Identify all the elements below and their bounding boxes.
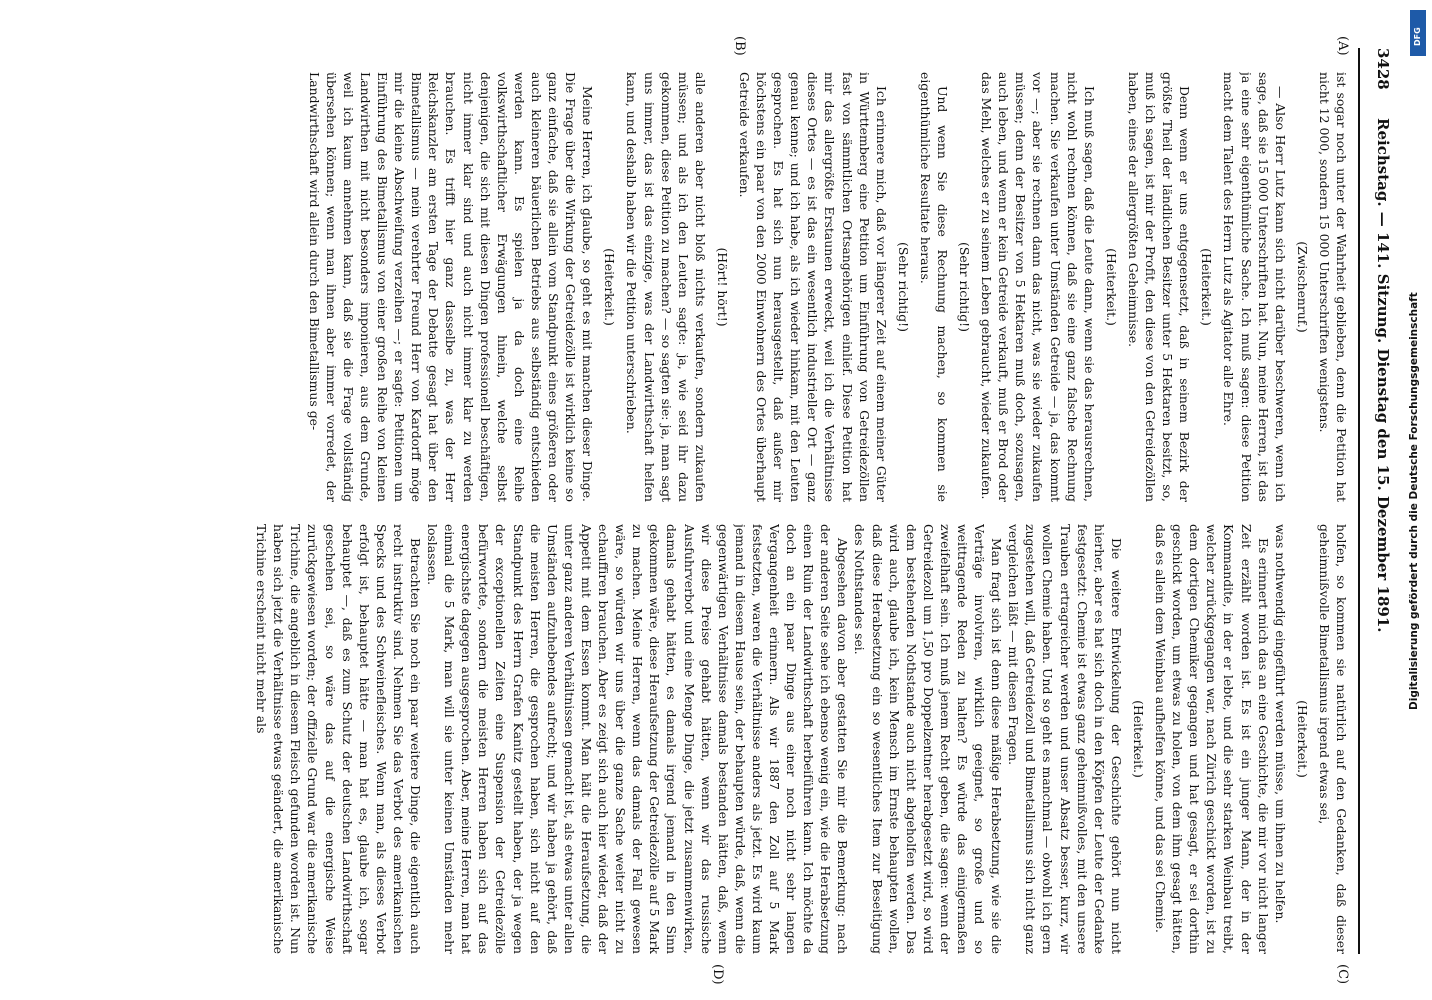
paragraph: ist sogar noch unter der Wahrheit geblieben, denn die Petition hat nicht 12 000, sondern 15 000 Unterschriften wenigstens. xyxy=(1316,72,1349,502)
paragraph: was nothwendig eingeführt werden müsse, um ihnen zu helfen. xyxy=(1272,524,1288,924)
interjection: (Sehr richtig!) xyxy=(895,242,911,332)
paragraph: holfen, so kommen sie natürlich auf den Gedanken, daß dieser geheimnißvolle Bimetallismus irgend etwas sei, xyxy=(1316,524,1349,954)
header-rule xyxy=(1358,48,1360,954)
page-number: 3428 xyxy=(1374,48,1392,90)
paragraph: Es erinnert mich das an eine Geschichte, die mir vor nicht langer Zeit erzählt worden ist. Es ist ein junger Mann, der in der Kommandite, in der er lebte, und die sehr starken Weinbau treibt, welcher zurückgegangen war, nach Zürich geschickt worden, ist zu dem dortigen Chemiker gegangen und hat gesagt, er sei dorthin geschickt worden, um etwas zu holen, von dem ihm gesagt hätten, daß es allein dem Weinbau aufhelfen könne, und das sei Chemie. xyxy=(1153,524,1271,954)
interjection: (Sehr richtig!) xyxy=(957,242,973,332)
interjection: (Hört! hört!) xyxy=(714,247,730,327)
interjection: (Heiterkeit.) xyxy=(1103,248,1119,326)
margin-marker-b: (B) xyxy=(732,36,747,56)
interjection: (Heiterkeit.) xyxy=(1199,248,1215,326)
dfg-logo-icon xyxy=(1410,10,1426,56)
paragraph: — Also Herr Lutz kann sich nicht darüber beschweren, wenn ich sage, daß sie 15 000 Unterschriften hat. Nun, meine Herren, ist das ja eine sehr eigenthümliche Sache. Ich muß sagen: diese Petition macht dem Talent des Herrn Lutz als Agitator alle Ehre. xyxy=(1221,72,1288,502)
margin-marker-d: (D) xyxy=(710,964,725,985)
page-title: Reichstag. — 141. Sitzung. Dienstag den 15. Dezember 1891. xyxy=(1374,118,1392,633)
paragraph: alle anderen aber nicht bloß nichts verkaufen, sondern zukaufen müssen; und als ich den Leuten sagte: ja, wie seid ihr dazu gekommen, diese Petition zu machen? — so sagten sie: ja, man sagt uns immer, das ist das einzige, was der Landwirthschaft helfen kann, und deshalb haben wir die Petition unterschrieben. xyxy=(624,72,708,502)
interjection: (Heiterkeit.) xyxy=(1294,700,1310,778)
interjection: (Heiterkeit.) xyxy=(1130,700,1146,778)
paragraph: Denn wenn er uns entgegensetzt, daß in seinem Bezirk der größte Theil der ländlichen Besitzer unter 5 Hektaren besitzt, so, muß ich sagen, ist mir der Profit, den diese von den Getreidezöllen haben, eines der allergrößten Geheimnisse. xyxy=(1125,72,1193,502)
paragraph: Man fragt sich ist denn diese mäßige Herabsetzung, wie sie die Verträge involviren, wirklich geeignet, so große und so weittragende Reden zu halten? Es würde das einigermaßen zweifelhaft sein. Ich muß jenem Recht geben, die sagen: wenn der Getreidezoll um 1,50 pro Doppelzentner herabgesetzt wird, so wird dem bestehenden Nothstande auch nicht abgeholfen werden. Das wird auch, glaube ich, kein Mensch im Ernste behaupten wollen, daß diese Herabsetzung ein so wesentliches Item zur Beseitigung des Nothstandes sei. xyxy=(852,524,1005,954)
left-column xyxy=(60,72,1350,502)
paragraph: Betrachten Sie noch ein paar weitere Dinge, die eigentlich auch recht instruktiv sind. Nehmen Sie das Verbot des amerikanischen Specks und des Schweinefleisches. Wenn man, als dieses Verbot erfolgt ist, behauptet hätte — man hat es, glaube ich, sogar behauptet —, daß es zum Schutz der deutschen Landwirthschaft geschehen sei, so wäre das auf die energische Weise zurückgewiesen worden; der offizielle Grund war die amerikanische Trichine, die angeblich in diesem Fleisch gefunden worden ist. Nun haben sich jetzt die Verhältnisse etwas geändert, die amerikanische Trichine erscheint nicht mehr als xyxy=(254,524,424,954)
dfg-credit-strip xyxy=(1408,10,1430,990)
page-header xyxy=(1362,48,1392,954)
paragraph: Abgesehen davon aber gestatten Sie mir die Bemerkung: nach der anderen Seite sehe ich ebenso wenig ein, wie die Herabsetzung einen Ruin der Landwirthschaft herbeiführen kann. Ich möchte da doch an ein paar Dinge aus einer noch nicht sehr langen Vergangenheit erinnern. Als wir 1887 den Zoll auf 5 Mark festsetzten, waren die Verhältnisse anders als jetzt. Es wird kaum jemand in diesem Hause sein, der behaupten würde, daß, wenn die gegenwärtigen Verhältnisse damals bestanden hätten, daß, wenn wir diese Preise gehabt hätten, wenn wir das russische Ausfuhrverbot und eine Menge Dinge, die jetzt zusammenwirken, damals gehabt hätten, es damals irgend jemand in den Sinn gekommen wäre, diese Heraufsetzung der Getreidezölle auf 5 Mark zu machen. Meine Herren, wenn das damals der Fall gewesen wäre, so würden wir uns über die ganze Sache weiter nicht zu echauffiren brauchen. Aber es zeigt sich auch hier wieder, daß der Appetit mit dem Essen kommt. Man hält die Heraufsetzung, die unter ganz anderen Verhältnissen gemacht ist, als etwas unter allen Umständen aufzuhebendes aufrecht; und wir haben ja gehört, daß die meisten Herren, die gesprochen haben, sich nicht auf den Standpunkt des Herrn Grafen Kanitz gestellt haben, der ja wegen der exceptionellen Zeiten eine Suspension der Getreidezölle befürwortete, sondern die meisten Herren haben sich auf das energischste dagegen ausgesprochen. Aber, meine Herren, man hat einmal die 5 Mark, man will sie unter keinen Umständen mehr loslassen. xyxy=(425,524,851,954)
digitization-credit: Digitalisierung gefördert durch die Deutsche Forschungsgemeinschaft xyxy=(1408,292,1420,710)
margin-marker-c: (C) xyxy=(1335,964,1350,985)
right-column xyxy=(60,524,1350,954)
paragraph: Ich erinnere mich, daß vor längerer Zeit auf einem meiner Güter in Württemberg eine Petition um Einführung von Getreidezöllen fast von sämmtlichen Ortsangehörigen einlief. Diese Petition hat mir das allergrößte Erstaunen erweckt, weil ich die Verhältnisse dieses Ortes — es ist das ein wesentlich industrieller Ort — ganz genau kenne; und ich habe, als ich wieder hinkam, mit den Leuten gesprochen. Es hat sich nun herausgestellt, daß außer mir höchstens ein paar von den 2000 Einwohnern des Ortes überhaupt Getreide verkaufen. xyxy=(737,72,889,502)
margin-marker-a: (A) xyxy=(1335,36,1350,56)
paragraph: Die weitere Entwickelung der Geschichte gehört nun nicht hierher, aber es hat sich doch in den Köpfen der Leute der Gedanke festgesetzt: Chemie ist etwas ganz geheimnißvolles, mit den unsere Trauben ertragreicher werden und unser Absatz besser, kurz, wir wollen Chemie haben. Und so geht es manchmal — obwohl ich gern zugestehen will, daß Getreidezoll und Bimetallismus sich nicht ganz vergleichen läßt — mit diesen Fragen. xyxy=(1006,524,1124,954)
interjection: (Heiterkeit.) xyxy=(602,248,618,326)
interjection: (Zwischenruf.) xyxy=(1294,241,1310,333)
paragraph: Ich muß sagen, daß die Leute dann, wenn sie das herausrechnen, nicht wohl rechnen können, daß sie eine ganz falsche Rechnung machen. Sie verkaufen unter Umständen Getreide — ja, das kommt vor —; aber sie rechnen dann das nicht, was sie wieder zukaufen müssen; denn der Besitzer von 5 Hektaren muß doch, sozusagen, auch leben, und wenn er kein Getreide verkauft, muß er Brod oder das Mehl, welches er zu seinem Leben gebraucht, wieder zukaufen. xyxy=(979,72,1097,502)
paragraph: Meine Herren, ich glaube, so geht es mit manchen dieser Dinge. Die Frage über die Wirkung der Getreidezölle ist wirklich keine so ganz einfache, daß sie allein vom Standpunkt eines größeren oder auch kleineren bäuerlichen Betriebs aus selbständig entschieden werden kann. Es spielen ja da doch eine Reihe volkswirthschaftlicher Erwägungen hinein, welche selbst denjenigen, die sich mit diesen Dingen professionell beschäftigen, nicht immer klar sind und auch nicht immer klar zu werden brauchen. Es trifft hier ganz dasselbe zu, was der Herr Reichskanzler am ersten Tage der Debatte gesagt hat über den Bimetallismus — mein verehrter Freund Herr von Kardorff möge mir die kleine Abschweifung verzeihen —; er sagte: Petitionen um Einführung des Bimetallismus von einer großen Reihe von kleinen Landwirthen mit nicht besonders imponieren, aus dem Grunde, weil ich kaum annehmen kann, daß sie die Frage vollständig übersehen können; wenn man ihnen aber immer vorredet, der Landwirthschaft wird allein durch den Bimetallismus ge- xyxy=(306,72,596,502)
logo-text: DFG xyxy=(1413,27,1422,46)
paragraph: Und wenn Sie diese Rechnung machen, so kommen sie eigenthümliche Resultate heraus. xyxy=(917,72,951,502)
